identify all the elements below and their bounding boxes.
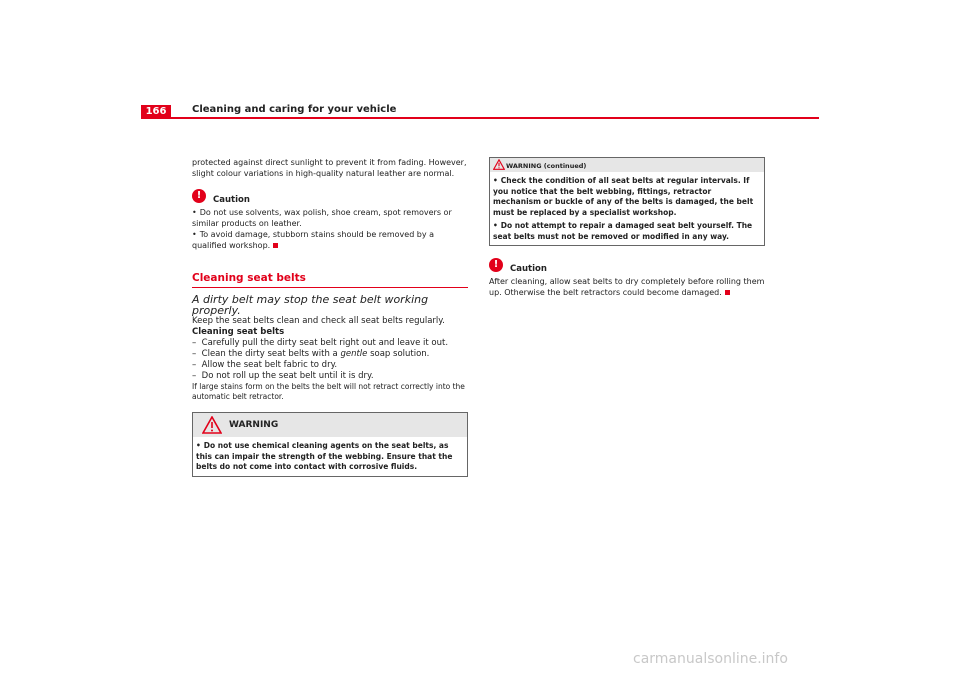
warning-continued-body <box>490 172 764 245</box>
step-4: – Do not roll up the seat belt until it is dry. <box>192 371 374 381</box>
caution-item: • Do not use solvents, wax polish, shoe cream, spot removers or similar products on leather. <box>192 208 452 228</box>
caution-icon: ! <box>192 189 206 203</box>
page-title: Cleaning and caring for your vehicle <box>192 104 397 115</box>
warning-box <box>192 412 468 477</box>
caution-icon: ! <box>489 258 503 272</box>
warning-triangle-icon <box>493 159 505 170</box>
warning-continued-title: WARNING (continued) <box>506 162 587 170</box>
caution-title: Caution <box>510 264 547 274</box>
section-title: Cleaning seat belts <box>192 273 468 288</box>
dash-icon: – <box>192 338 197 348</box>
step-3: – Allow the seat belt fabric to dry. <box>192 360 338 370</box>
caution-heading <box>192 189 468 207</box>
step-2: – Clean the dirty seat belts with a gentle soap solution. <box>192 349 430 359</box>
bullet-icon: • <box>493 221 498 230</box>
bullet-icon: • <box>192 208 197 217</box>
warning-title: WARNING <box>229 420 279 430</box>
caution-text: After cleaning, allow seat belts to dry completely before rolling them up. Otherwise the belt retractors could become damaged. <box>489 277 765 297</box>
watermark: carmanualsonline.info <box>633 651 788 667</box>
caution-title: Caution <box>213 195 250 205</box>
end-of-section-icon <box>273 243 278 248</box>
warning-triangle-icon <box>202 416 222 434</box>
dash-icon: – <box>192 360 197 370</box>
intro-text: protected against direct sunlight to prevent it from fading. However, slight colour variations in high-quality natural leather are normal. <box>192 158 467 178</box>
caution-heading <box>489 258 765 276</box>
warning-body: • Do not use chemical cleaning agents on the seat belts, as this can impair the strength of the webbing. Ensure that the belts do not come into contact with corrosive fluids. <box>196 441 453 471</box>
section-subtitle: A dirty belt may stop the seat belt working properly. <box>192 293 429 317</box>
bullet-icon: • <box>493 176 498 185</box>
page-number: 166 <box>141 105 171 118</box>
left-column <box>192 157 468 477</box>
bullet-icon: • <box>192 230 197 239</box>
dash-icon: – <box>192 349 197 359</box>
warning-item: • Do not attempt to repair a damaged seat belt yourself. The seat belts must not be removed or modified in any way. <box>493 221 753 241</box>
section-intro: Keep the seat belts clean and check all seat belts regularly. <box>192 316 445 326</box>
right-column <box>489 157 765 298</box>
bullet-icon: • <box>196 441 201 450</box>
step-1: – Carefully pull the dirty seat belt right out and leave it out. <box>192 338 449 348</box>
caution-item: • To avoid damage, stubborn stains should be removed by a qualified workshop. <box>192 230 435 250</box>
warning-item: • Check the condition of all seat belts at regular intervals. If you notice that the belt webbing, fittings, retractor mechanism or buckle of any of the belts is damaged, the belt must be replaced by a specialist workshop. <box>493 176 754 217</box>
dash-icon: – <box>192 371 197 381</box>
header-rule <box>141 117 819 119</box>
warning-continued-box <box>489 157 765 246</box>
subheading: Cleaning seat belts <box>192 327 285 337</box>
warning-continued-header <box>490 158 764 172</box>
note-text: If large stains form on the belts the belt will not retract correctly into the automatic belt retractor. <box>192 382 465 401</box>
end-of-section-icon <box>725 290 730 295</box>
warning-header <box>193 413 467 437</box>
